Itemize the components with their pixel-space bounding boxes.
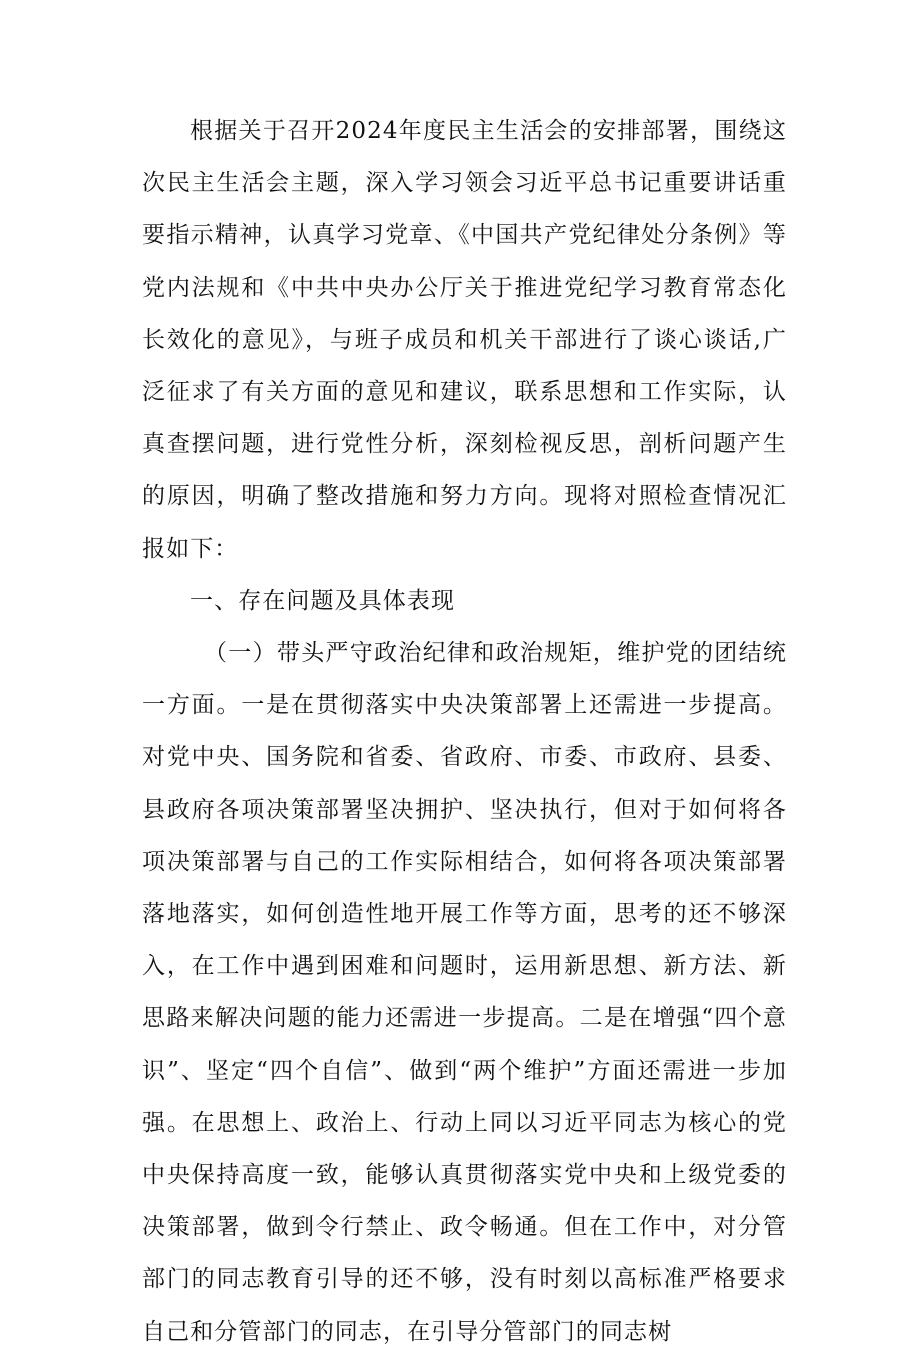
subsection-paragraph: （一）带头严守政治纪律和政治规矩，维护党的团结统一方面。一是在贯彻落实中央决策部署上还需进一步提高。对党中央、国务院和省委、省政府、市委、市政府、县委、县政府各项决策部署坚决拥护、坚决执行，但对于如何将各项决策部署与自己的工作实际相结合，如何将各项决策部署落地落实，如何创造性地开展工作等方面，思考的还不够深入，在工作中遇到困难和问题时，运用新思想、新方法、新思路来解决问题的能力还需进一步提高。二是在增强“四个意识”、坚定“四个自信”、做到“两个维护”方面还需进一步加强。在思想上、政治上、行动上同以习近平同志为核心的党中央保持高度一致，能够认真贯彻落实党中央和上级党委的决策部署，做到令行禁止、政令畅通。但在工作中，对分管部门的同志教育引导的还不够，没有时刻以高标准严格要求自己和分管部门的同志，在引导分管部门的同志树: [142, 640, 787, 1345]
intro-paragraph: 根据关于召开2024年度民主生活会的安排部署，围绕这次民主生活会主题，深入学习领会习近平总书记重要讲话重要指示精神，认真学习党章、《中国共产党纪律处分条例》等党内法规和《中共中央办公厅关于推进党纪学习教育常态化长效化的意见》，与班子成员和机关干部进行了谈心谈话,广泛征求了有关方面的意见和建议，联系思想和工作实际，认真查摆问题，进行党性分析，深刻检视反思，剖析问题产生的原因，明确了整改措施和努力方向。现将对照检查情况汇报如下：: [142, 118, 787, 562]
section-heading: 一、存在问题及具体表现: [190, 587, 456, 614]
document-body: [142, 105, 787, 1358]
